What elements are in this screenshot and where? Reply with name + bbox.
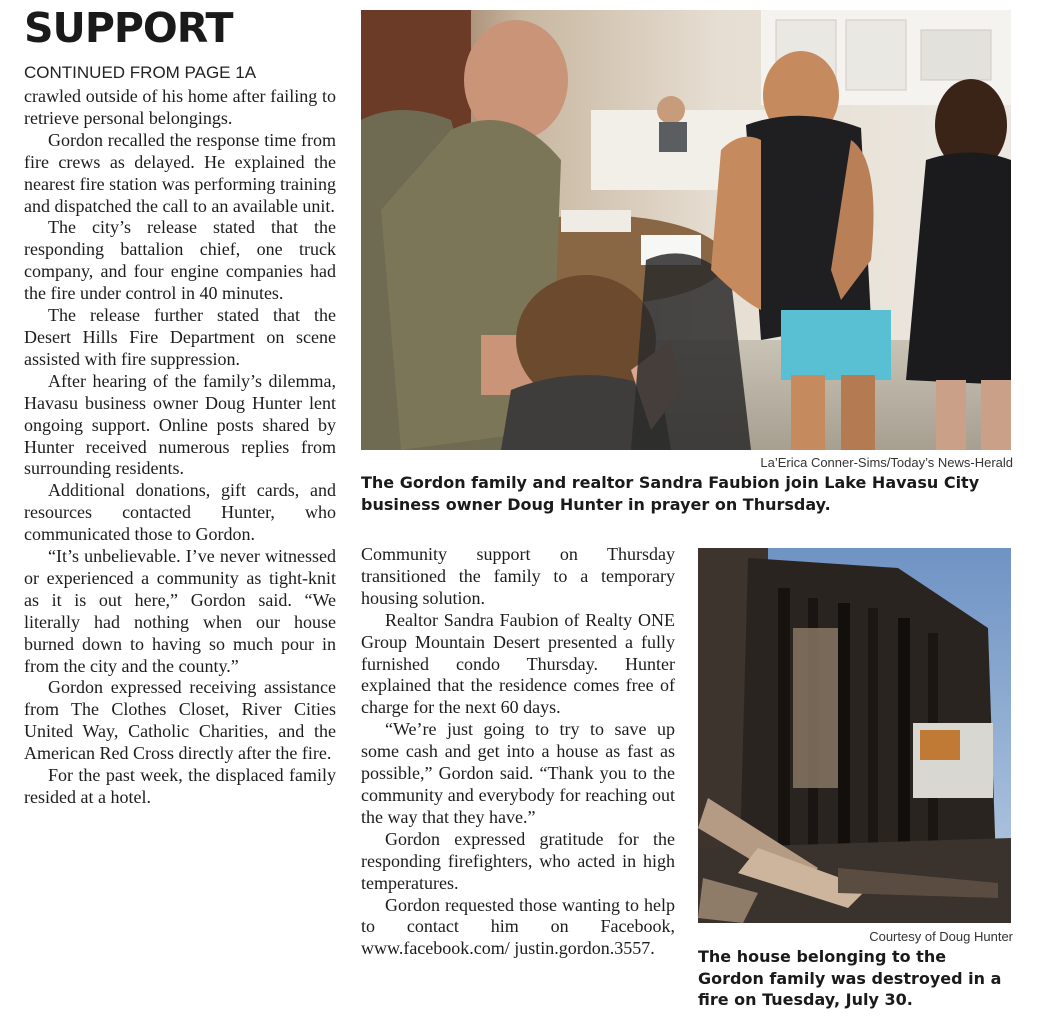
paragraph: crawled outside of his home after failing to retrieve personal belongings. <box>24 86 336 128</box>
paragraph: Gordon requested those wanting to help to contact him on Facebook, www.facebook.com/ justin.gordon.3557. <box>361 894 675 959</box>
headline: SUPPORT <box>24 4 233 52</box>
photo-caption: The Gordon family and realtor Sandra Faubion join Lake Havasu City business owner Doug Hunter in prayer on Thursday. <box>361 473 980 514</box>
prayer-photo <box>361 10 1011 450</box>
article-column-1 <box>24 86 336 809</box>
paragraph: “It’s unbelievable. I’ve never witnessed or experienced a community as tight-knit as it is out here,” Gordon said. “We literally had nothing when our house burned down to having so much pour in from the city and the county.” <box>24 546 336 676</box>
continued-from-label: CONTINUED FROM PAGE 1A <box>24 63 257 82</box>
photo-credit: La’Erica Conner-Sims/Today’s News-Herald <box>760 455 1013 470</box>
paragraph: Gordon recalled the response time from fire crews as delayed. He explained the nearest fire station was performing training and dispatched the call to an available unit. <box>24 129 336 216</box>
paragraph: Additional donations, gift cards, and resources contacted Hunter, who communicated those to Gordon. <box>24 480 336 545</box>
paragraph: Gordon expressed receiving assistance from The Clothes Closet, River Cities United Way, Catholic Charities, and the American Red Cross directly after the fire. <box>24 677 336 764</box>
paragraph: The release further stated that the Desert Hills Fire Department on scene assisted with fire suppression. <box>24 305 336 369</box>
paragraph: The city’s release stated that the responding battalion chief, one truck company, and four engine companies had the fire under control in 40 minutes. <box>24 217 336 304</box>
photo-credit: Courtesy of Doug Hunter <box>869 929 1013 944</box>
article-column-2 <box>361 544 675 960</box>
paragraph: Gordon expressed gratitude for the responding firefighters, who acted in high temperatures. <box>361 828 675 893</box>
paragraph: Community support on Thursday transitioned the family to a temporary housing solution. <box>361 544 675 608</box>
photo-caption: The house belonging to the Gordon family was destroyed in a fire on Tuesday, July 30. <box>698 947 1002 1009</box>
paragraph: Realtor Sandra Faubion of Realty ONE Group Mountain Desert presented a fully furnished condo Thursday. Hunter explained that the residence comes free of charge for the next 60 days. <box>361 609 675 718</box>
burned-house-photo <box>698 548 1011 923</box>
paragraph: “We’re just going to try to save up some cash and get into a house as fast as possible,” Gordon said. “Thank you to the community and everybody for reaching out the way that they have.” <box>361 719 675 827</box>
paragraph: After hearing of the family’s dilemma, Havasu business owner Doug Hunter lent ongoing support. Online posts shared by Hunter received numerous replies from surrounding residents. <box>24 370 336 479</box>
paragraph: For the past week, the displaced family resided at a hotel. <box>24 765 336 807</box>
